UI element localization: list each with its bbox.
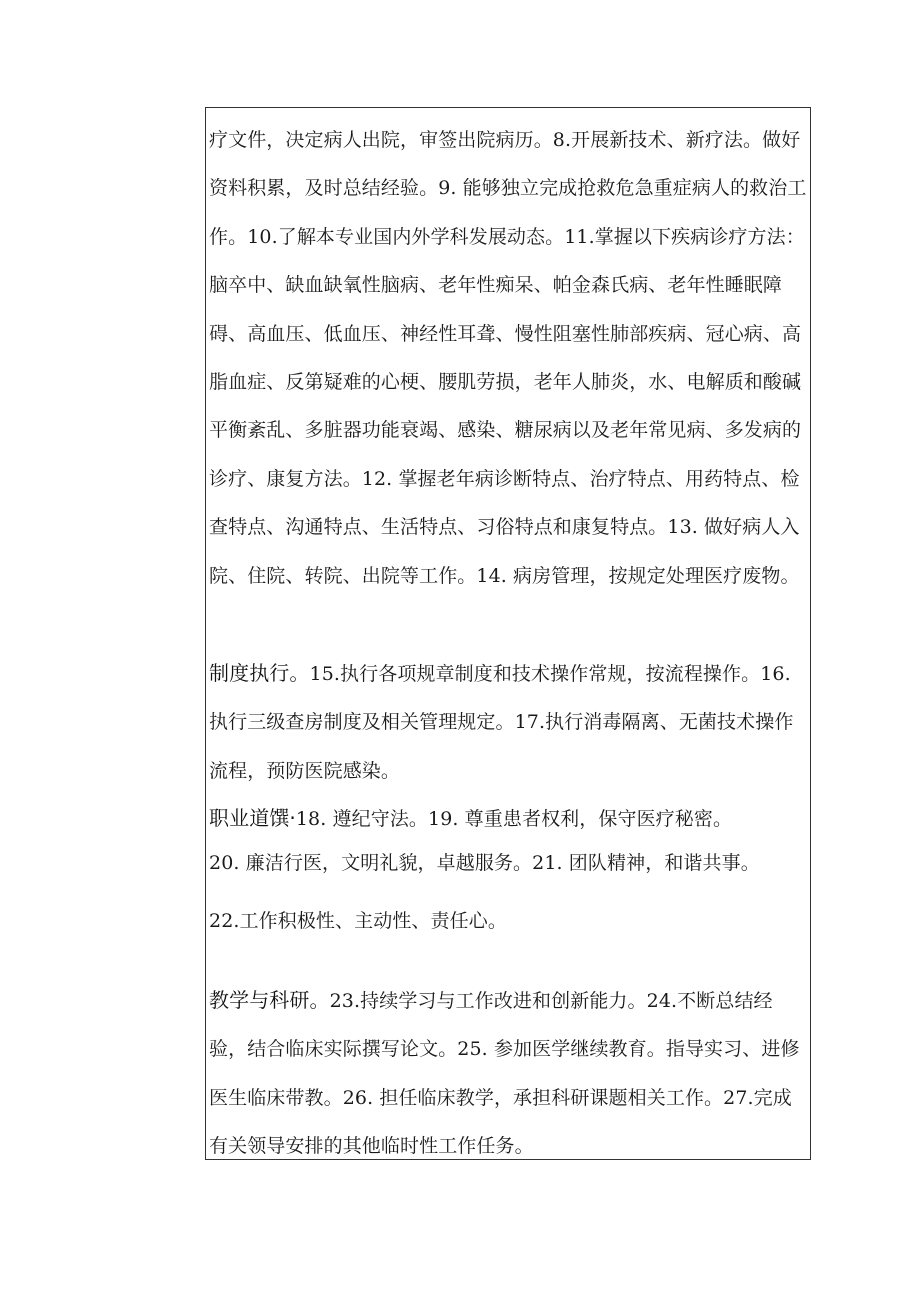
teaching-research-heading: 教学与科研。 (209, 988, 330, 1012)
duty-table-cell (205, 107, 811, 1160)
professional-ethics-line-3: 22.工作积极性、主动性、责任心。 (209, 910, 507, 932)
system-execution-text: 15.执行各项规章制度和技术操作常规，按流程操作。16. 执行三级查房制度及相关管理规定。17.执行消毒隔离、无菌技术操作流程，预防医院感染。 (209, 663, 794, 782)
professional-ethics-text: 18. 遵纪守法。19. 尊重患者权利，保守医疗秘密。 (295, 808, 733, 830)
teaching-research-paragraph (209, 976, 809, 1171)
professional-ethics-paragraph (209, 794, 809, 843)
system-execution-paragraph (209, 649, 809, 795)
system-execution-heading: 制度执行。 (209, 661, 310, 685)
teaching-research-text: 23.持续学习与工作改进和创新能力。24.不断总结经验，结合临床实际撰写论文。25. 参加医学继续教育。指导实习、进修医生临床带教。26. 担任临床教学，承担科研课题相关工作。27.完成有关领导安排的其他临时性工作任务。 (209, 990, 800, 1158)
professional-ethics-line-2: 20. 廉洁行医，文明礼貌，卓越服务。21. 团队精神，和谐共事。 (209, 852, 760, 874)
professional-ethics-heading: 职业道馔· (209, 806, 296, 830)
clinical-duties-paragraph: 疗文件，决定病人出院，审签出院病历。8.开展新技术、新疗法。做好资料积累，及时总结经验。9. 能够独立完成抢救危急重症病人的救治工作。10.了解本专业国内外学科发展动态。11.掌握以下疾病诊疗方法：脑卒中、缺血缺氧性脑病、老年性痴呆、帕金森氏病、老年性睡眠障碍、高血压、低血压、神经性耳聋、慢性阻塞性肺部疾病、冠心病、高脂血症、反第疑难的心梗、腰肌劳损，老年人肺炎，水、电解质和酸碱平衡紊乱、多脏器功能衰竭、感染、糖尿病以及老年常见病、多发病的诊疗、康复方法。12. 掌握老年病诊断特点、治疗特点、用药特点、检查特点、沟通特点、生活特点、习俗特点和康复特点。13. 做好病人入院、住院、转院、出院等工作。14. 病房管理，按规定处理医疗废物。 (209, 129, 807, 587)
